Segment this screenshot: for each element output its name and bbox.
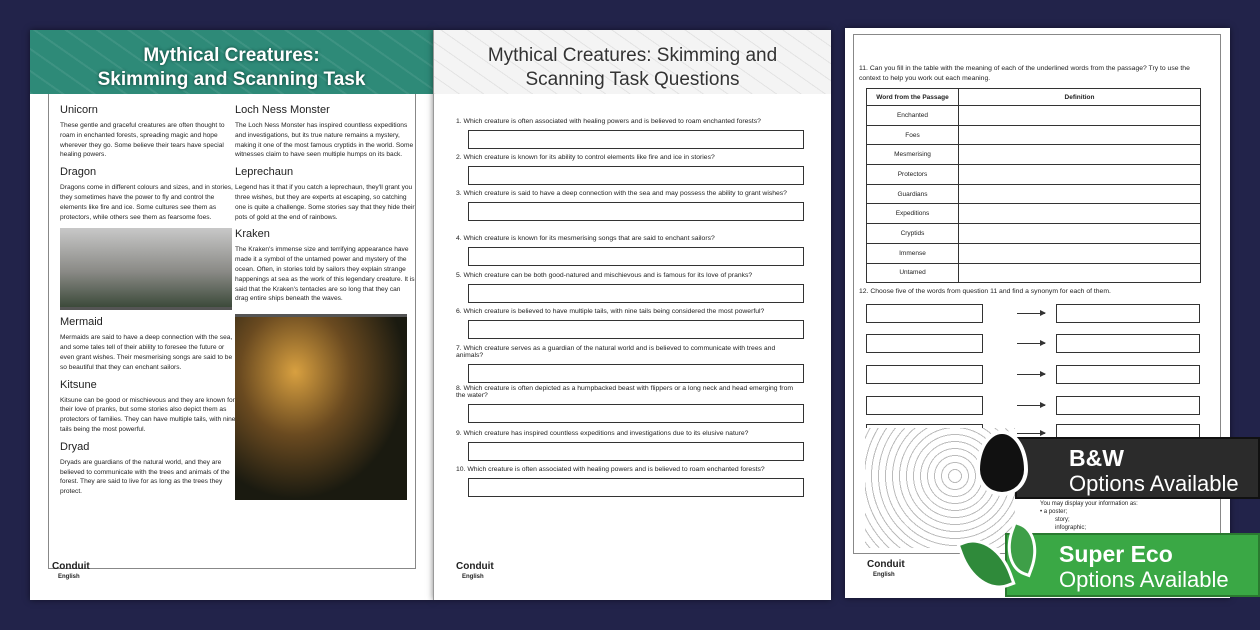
- logo-sub: English: [462, 574, 484, 580]
- section-heading: Leprechaun: [235, 166, 294, 179]
- answer-box[interactable]: [468, 166, 804, 185]
- table-row: [867, 204, 1201, 224]
- title-line-1: Mythical Creatures: Skimming and: [487, 45, 778, 66]
- worksheet-page-questions: [433, 30, 831, 600]
- option-item: • a poster;: [1040, 509, 1068, 515]
- badge-subtitle: Options Available: [1059, 567, 1229, 592]
- logo-sub: English: [873, 572, 895, 578]
- badge-title: Super Eco: [1059, 541, 1173, 567]
- word-cell: Protectors: [867, 165, 959, 185]
- section-heading: Mermaid: [60, 316, 103, 329]
- question-text: 4. Which creature is known for its mesmerising songs that are said to enchant sailors?: [456, 235, 715, 242]
- word-cell: Expeditions: [867, 204, 959, 224]
- arrow-icon: [1017, 433, 1045, 434]
- conduit-logo: [52, 562, 90, 582]
- column-header: Definition: [959, 89, 1201, 106]
- table-row: [867, 145, 1201, 165]
- table-row: [867, 243, 1201, 263]
- question-text: 10. Which creature is often associated with healing powers and is believed to roam enchanted forests?: [456, 466, 765, 473]
- section-heading: Unicorn: [60, 104, 98, 116]
- column-header: Word from the Passage: [867, 89, 959, 106]
- section-text: Dragons come in different colours and sizes, and in stories, they sometimes have the power to fly and control the elements like fire and ice. Some cultures see them as protectors, while others see them as fearsome foes.: [60, 184, 233, 221]
- section-text: Mermaids are said to have a deep connection with the sea, and some tales tell of their ability to foresee the future or even grant wishes. Their mesmerising songs are said to be so beautiful that they can enchant sailors.: [60, 334, 233, 371]
- logo-name: Conduit: [52, 561, 90, 572]
- question-text: 1. Which creature is often associated with healing powers and is believed to roam enchanted forests?: [456, 118, 761, 125]
- word-cell: Cryptids: [867, 224, 959, 244]
- definition-cell[interactable]: [959, 106, 1201, 126]
- answer-box[interactable]: [468, 320, 804, 339]
- section-heading: Loch Ness Monster: [235, 104, 330, 116]
- definition-cell[interactable]: [959, 165, 1201, 185]
- answer-box[interactable]: [468, 202, 804, 221]
- word-box[interactable]: [866, 304, 983, 323]
- option-item: story;: [1055, 517, 1070, 523]
- logo-name: Conduit: [867, 559, 905, 570]
- section-text: The Kraken's immense size and terrifying appearance have made it a symbol of the untamed power and mystery of the ocean. Often, in stories told by sailors they explain strange happenings at sea as the work of this legendary creature. It is said that the Kraken's tentacles are so long that they can drag entire ships beneath the waves.: [235, 246, 415, 303]
- question-item: [456, 235, 804, 266]
- word-box[interactable]: [866, 334, 983, 353]
- definition-cell[interactable]: [959, 184, 1201, 204]
- question-text: 8. Which creature is often depicted as a humpbacked beast with flippers or a long neck and head emerging from the water?: [456, 385, 794, 399]
- definition-cell[interactable]: [959, 263, 1201, 283]
- synonym-box[interactable]: [1056, 396, 1200, 415]
- question-11: 11. Can you fill in the table with the meaning of each of the underlined words from the passage? Try to use the context to help you work out each meaning.: [859, 65, 1190, 82]
- answer-box[interactable]: [468, 404, 804, 423]
- unicorn-photo: [235, 314, 407, 500]
- page-header: [30, 30, 433, 94]
- logo-sub: English: [58, 574, 80, 580]
- word-cell: Foes: [867, 125, 959, 145]
- definition-cell[interactable]: [959, 204, 1201, 224]
- question-item: [456, 118, 804, 149]
- badge-title: B&W: [1069, 445, 1124, 471]
- answer-box[interactable]: [468, 364, 804, 383]
- synonym-box[interactable]: [1056, 334, 1200, 353]
- page-title: [434, 44, 831, 92]
- section-text: The Loch Ness Monster has inspired countless expeditions and investigations, but its true nature remains a mystery, making it one of the most famous cryptids in the world. Some witnesses claim to have seen multiple humps on its back.: [235, 122, 414, 159]
- section-heading: Kraken: [235, 228, 270, 241]
- word-cell: Untamed: [867, 263, 959, 283]
- word-box[interactable]: [866, 365, 983, 384]
- table-row: [867, 125, 1201, 145]
- answer-box[interactable]: [468, 130, 804, 149]
- table-row: [867, 263, 1201, 283]
- title-line-2: Skimming and Scanning Task: [97, 69, 366, 90]
- answer-box[interactable]: [468, 478, 804, 497]
- question-text: 7. Which creature serves as a guardian of the natural world and is believed to communicate with trees and animals?: [456, 345, 776, 359]
- answer-box[interactable]: [468, 442, 804, 461]
- question-item: [456, 385, 804, 423]
- section-text: Legend has it that if you catch a leprechaun, they'll grant you three wishes, but they are experts at escaping, so catching one is quite a challenge. Some stories say that they hide their pots of gold at the end of rainbows.: [235, 184, 415, 221]
- word-box[interactable]: [866, 396, 983, 415]
- arrow-icon: [1017, 313, 1045, 314]
- question-item: [456, 190, 804, 221]
- question-text: 9. Which creature has inspired countless expeditions and investigations due to its elusive nature?: [456, 430, 749, 437]
- answer-box[interactable]: [468, 284, 804, 303]
- definition-cell[interactable]: [959, 145, 1201, 165]
- arrow-icon: [1017, 343, 1045, 344]
- word-cell: Immense: [867, 243, 959, 263]
- word-cell: Mesmerising: [867, 145, 959, 165]
- question-text: 6. Which creature is believed to have multiple tails, with nine tails being considered the most powerful?: [456, 308, 765, 315]
- question-item: [456, 308, 804, 339]
- section-text: These gentle and graceful creatures are often thought to roam in enchanted forests, spreading magic and hope wherever they go. Some believe their tears have special healing powers.: [60, 122, 225, 159]
- section-heading: Dryad: [60, 440, 90, 453]
- section-text: Dryads are guardians of the natural world, and they are believed to communicate with the trees and animals of the forest. They are said to live for as long as the trees they protect.: [60, 458, 230, 496]
- badge-subtitle: Options Available: [1069, 471, 1239, 496]
- title-line-2: Scanning Task Questions: [525, 69, 740, 90]
- worksheet-page-vocabulary: [845, 28, 1230, 598]
- synonym-box[interactable]: [1056, 304, 1200, 323]
- question-text: 3. Which creature is said to have a deep connection with the sea and may possess the ability to grant wishes?: [456, 190, 787, 197]
- page-title: [30, 44, 433, 92]
- section-heading: Kitsune: [60, 378, 97, 391]
- question-item: [456, 466, 804, 497]
- vocabulary-table: [866, 88, 1201, 283]
- question-12: 12. Choose five of the words from question 11 and find a synonym for each of them.: [859, 288, 1111, 295]
- synonym-box[interactable]: [1056, 365, 1200, 384]
- question-item: [456, 154, 804, 185]
- option-item: infographic;: [1055, 525, 1087, 531]
- definition-cell[interactable]: [959, 125, 1201, 145]
- question-text: 2. Which creature is known for its ability to control elements like fire and ice in stories?: [456, 154, 715, 161]
- page-header: [434, 30, 831, 94]
- right-column: [235, 98, 415, 506]
- question-text: 5. Which creature can be both good-natured and mischievous and is famous for its love of pranks?: [456, 272, 753, 279]
- word-cell: Enchanted: [867, 106, 959, 126]
- table-row: [867, 184, 1201, 204]
- word-cell: Guardians: [867, 184, 959, 204]
- arrow-icon: [1017, 374, 1045, 375]
- display-options-text: You may display your information as:: [1040, 501, 1138, 507]
- answer-box[interactable]: [468, 247, 804, 266]
- definition-cell[interactable]: [959, 243, 1201, 263]
- arrow-icon: [1017, 405, 1045, 406]
- definition-cell[interactable]: [959, 224, 1201, 244]
- section-text: Kitsune can be good or mischievous and they are known for their love of pranks, but some stories also depict them as protectors of families. They can have multiple tails, with nine tails being the most powerful.: [60, 396, 236, 433]
- super-eco-badge[interactable]: [1005, 533, 1260, 597]
- question-item: [456, 272, 804, 303]
- table-row: [867, 165, 1201, 185]
- left-column: [60, 98, 240, 497]
- section-heading: Dragon: [60, 166, 97, 179]
- question-item: [456, 345, 804, 383]
- logo-name: Conduit: [456, 561, 494, 572]
- table-row: [867, 224, 1201, 244]
- dragon-photo: [60, 228, 232, 310]
- conduit-logo: [867, 560, 905, 580]
- title-line-1: Mythical Creatures:: [143, 45, 320, 66]
- conduit-logo: [456, 562, 494, 582]
- worksheet-page-passage: [30, 30, 433, 600]
- question-item: [456, 430, 804, 461]
- bw-options-badge[interactable]: [1015, 437, 1260, 499]
- table-row: [867, 106, 1201, 126]
